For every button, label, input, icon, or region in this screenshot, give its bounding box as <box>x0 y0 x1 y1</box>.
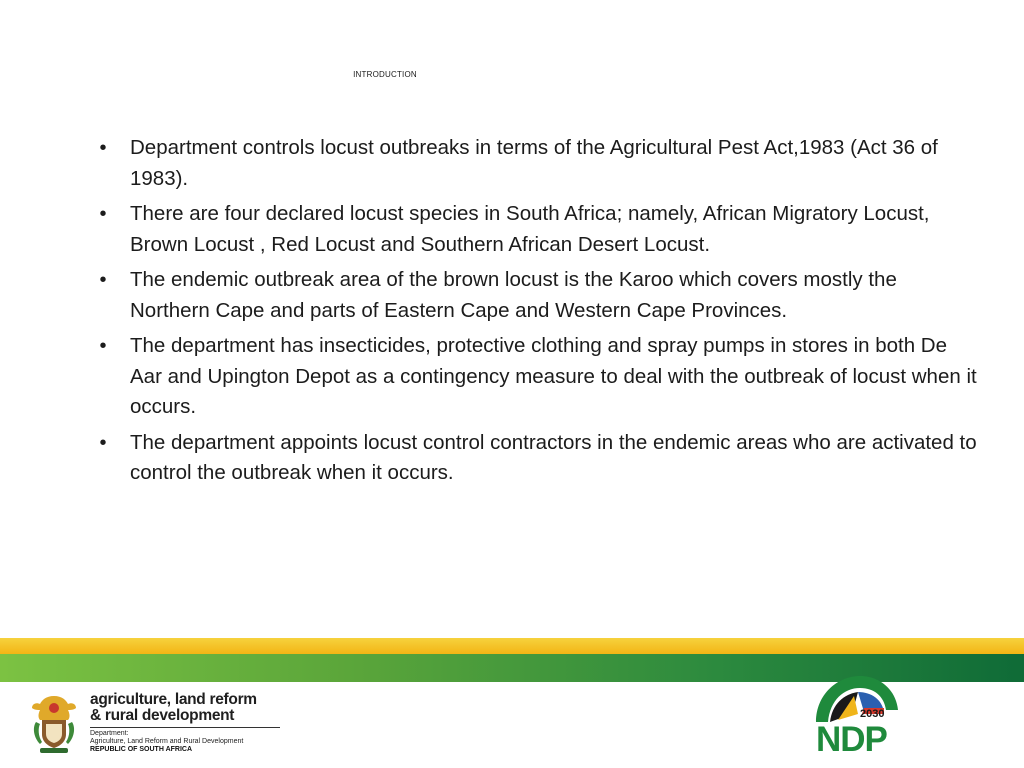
ndp-logo <box>808 670 902 760</box>
bullet-item <box>96 428 981 489</box>
bullet-marker: • <box>99 269 107 291</box>
department-name-line2: & rural development <box>90 707 235 724</box>
department-label: Department: <box>90 730 129 737</box>
ndp-wordmark: NDP <box>816 720 887 759</box>
footer-yellow-band <box>0 638 1024 654</box>
bullet-marker: • <box>99 137 107 159</box>
bullet-text: The endemic outbreak area of the brown locust is the Karoo which covers mostly the Northern Cape and parts of Eastern Cape and Western Cape Provinces. <box>130 268 897 322</box>
bullet-marker: • <box>99 203 107 225</box>
slide-title: INTRODUCTION <box>353 70 417 79</box>
bullet-list <box>96 133 981 494</box>
bullet-text: The department has insecticides, protective clothing and spray pumps in stores in both De Aar and Upington Depot as a contingency measure to deal with the outbreak of locust when it occurs. <box>130 334 977 418</box>
ndp-year: 2030 <box>860 708 885 720</box>
bullet-item <box>96 265 981 326</box>
bullet-item <box>96 133 981 194</box>
department-full-name: Agriculture, Land Reform and Rural Development <box>90 738 244 745</box>
country-name: REPUBLIC OF SOUTH AFRICA <box>90 746 193 753</box>
bullet-text: Department controls locust outbreaks in terms of the Agricultural Pest Act,1983 (Act 36 of 1983). <box>130 136 938 190</box>
bullet-text: There are four declared locust species in South Africa; namely, African Migratory Locust, Brown Locust , Red Locust and Southern African Desert Locust. <box>130 202 930 256</box>
coat-of-arms-icon <box>28 692 80 754</box>
department-name-line1: agriculture, land reform <box>90 691 257 708</box>
bullet-marker: • <box>99 431 107 454</box>
bullet-marker: • <box>99 335 107 357</box>
bullet-text: The department appoints locust control contractors in the endemic areas who are activated to control the outbreak when it occurs. <box>130 430 977 484</box>
department-name-block <box>90 692 320 754</box>
bullet-item <box>96 199 981 260</box>
divider <box>90 727 280 728</box>
bullet-item <box>96 331 981 423</box>
